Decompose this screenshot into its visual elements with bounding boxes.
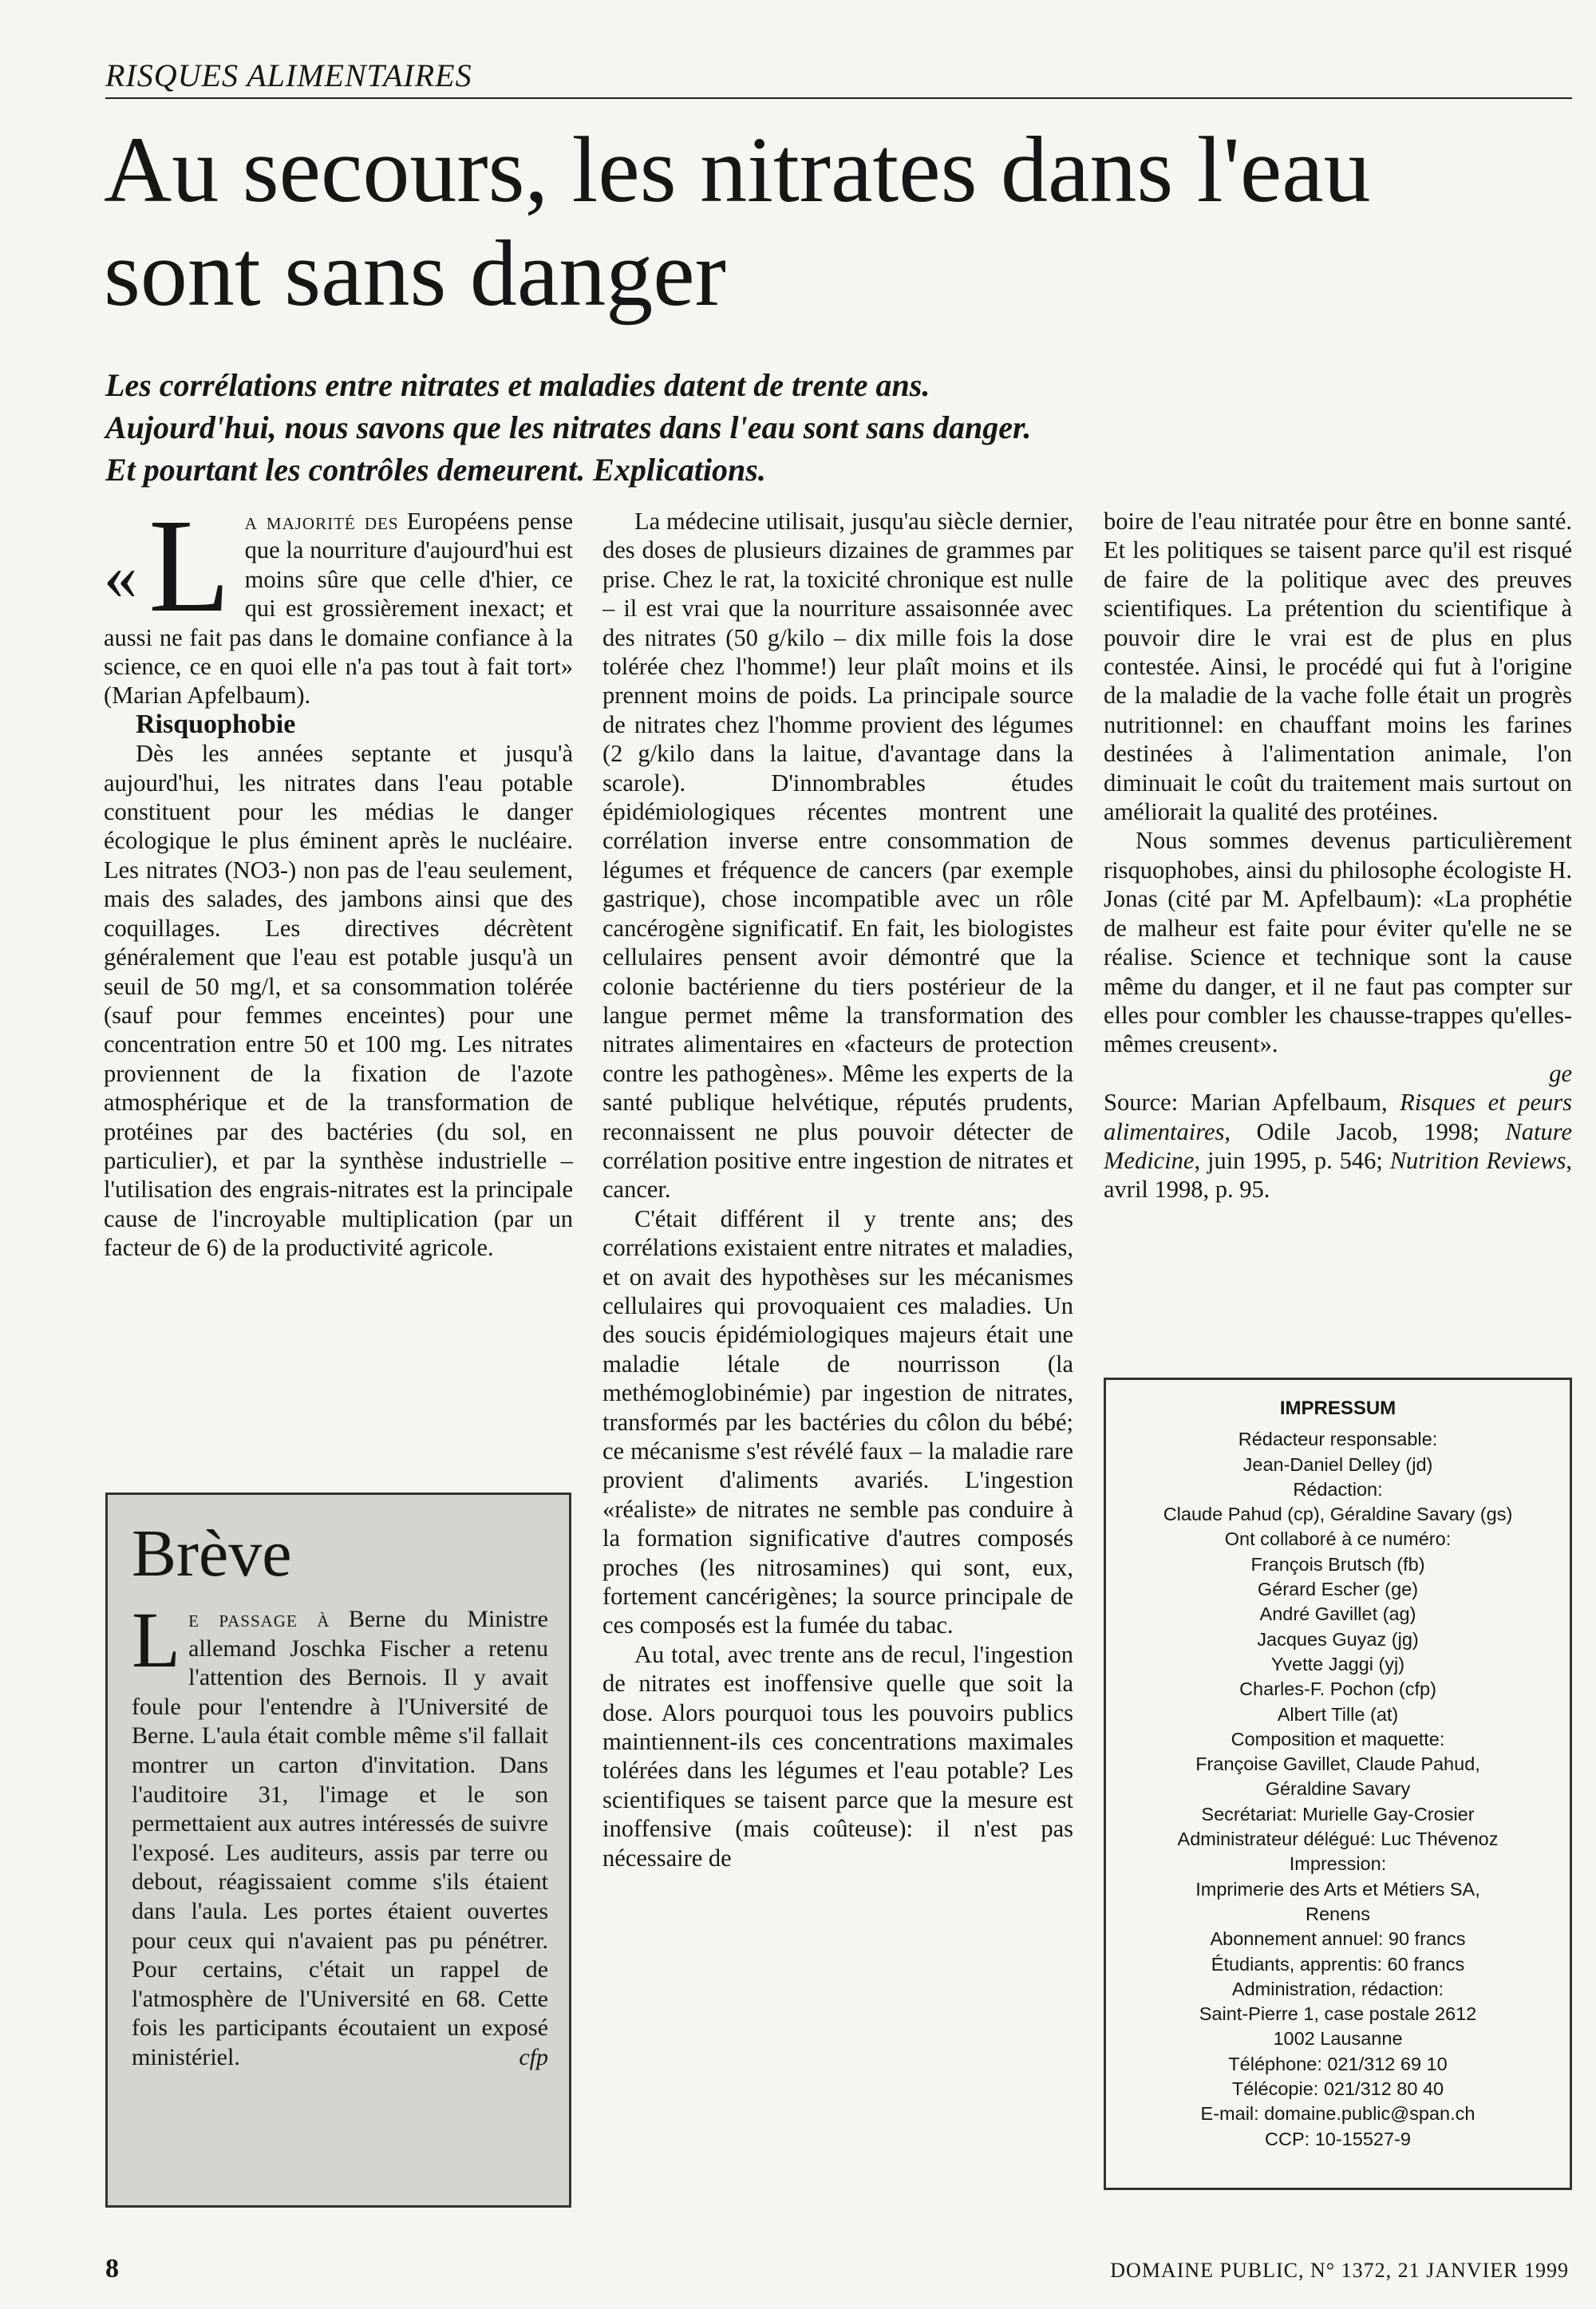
article-column-3 (1104, 507, 1572, 1204)
title-line-1: Au secours, les nitrates dans l'eau (104, 117, 1371, 222)
impressum-line: E-mail: domaine.public@span.ch (1200, 2103, 1476, 2125)
impressum-line: Charles-F. Pochon (cfp) (1239, 1678, 1436, 1700)
paragraph: Nous sommes devenus particulièrement risquophobes, ainsi du philosophe écologiste H. Jonas (cité par M. Apfelbaum): «La prophétie de malheur est faite pour éviter qu'elle ne se réalise. Science et technique sont la cause même du danger, et il ne faut pas compter sur elles pour combler les chausse-trappes qu'elles-mêmes creusent». (1104, 827, 1572, 1058)
breve-title: Brève (132, 1516, 292, 1591)
breve-body: Berne du Ministre allemand Joschka Fischer a retenu l'attention des Bernois. Il y avait foule pour l'entendre à l'Université de Berne. L'aula était comble même s'il fallait montrer un carton d'invitation. Dans l'auditoire 31, l'image et le son permettaient aux autres intéressés de suivre l'exposé. Les auditeurs, assis par terre ou debout, réagissaient comme s'ils étaient dans l'aula. Les portes étaient ouvertes pour ceux qui n'avaient pas pu pénétrer. Pour certains, c'était un rappel de l'atmosphère de l'Université en 68. Cette fois les participants écoutaient un exposé ministériel. (132, 1606, 548, 2070)
source-book: Risques et peurs alimentaires (1104, 1089, 1572, 1145)
breve-box (105, 1493, 571, 2208)
section-rubric: RISQUES ALIMENTAIRES (105, 57, 1572, 99)
impressum-box (1104, 1378, 1572, 2190)
impressum-line: Ont collaboré à ce numéro: (1224, 1528, 1452, 1550)
impressum-line: Albert Tille (at) (1277, 1703, 1399, 1725)
impressum-line: Téléphone: 021/312 69 10 (1228, 2053, 1448, 2074)
impressum-line: CCP: 10-15527-9 (1265, 2128, 1411, 2149)
impressum-line: André Gavillet (ag) (1259, 1603, 1416, 1625)
paragraph: Au total, avec trente ans de recul, l'ingestion de nitrates est inoffensive quelle que soit la dose. Alors pourquoi tous les pouvoirs publics maintiennent-ils ces concentrations maximales tolérées dans les légumes et l'eau potable? Les scientifiques se taisent parce que la mesure est inoffensive (mais coûteuse): il n'est pas nécessaire de (602, 1640, 1073, 1872)
opening-quote-mark: « (104, 540, 137, 614)
source-label: Source: Marian Apfelbaum, (1104, 1089, 1400, 1117)
impressum-line: Yvette Jaggi (yj) (1270, 1653, 1405, 1674)
subheading-risquophobie: Risquophobie (136, 709, 296, 739)
paragraph: C'était différent il y trente ans; des corrélations existaient entre nitrates et maladies, et on avait des hypothèses sur les mécanismes cellulaires qui provoquaient ces maladies. Un des soucis épidémiologiques majeurs était une maladie létale de nourrisson (la methémoglobinémie) par ingestion de nitrates, transformés par les bactéries du côlon du bébé; ce mécanisme s'est révélé faux – la maladie rare provient d'aliments avariés. L'ingestion «réaliste» de nitrates ne semble pas conduire à la formation significative d'autres composés proches (les nitrosamines) qui sont, eux, fortement cancérigènes; la source principale de ces composés est la fumée du tabac. (602, 1204, 1073, 1639)
impressum-line: Jean-Daniel Delley (jd) (1242, 1453, 1433, 1475)
article-column-2 (602, 507, 1073, 1872)
impressum-line: Françoise Gavillet, Claude Pahud, (1195, 1753, 1480, 1775)
impressum-line: Claude Pahud (cp), Géraldine Savary (gs) (1163, 1504, 1513, 1525)
impressum-lines (1106, 1427, 1570, 2152)
impressum-line: Impression: (1289, 1853, 1387, 1875)
impressum-line: 1002 Lausanne (1273, 2028, 1403, 2050)
author-signature: ge (1549, 1059, 1572, 1087)
lead-line-2: Aujourd'hui, nous savons que les nitrates dans l'eau sont sans danger. (105, 409, 1032, 445)
publication-info: DOMAINE PUBLIC, N° 1372, 21 JANVIER 1999 (1110, 2259, 1569, 2282)
drop-cap: L (148, 492, 231, 640)
impressum-line: Géraldine Savary (1265, 1778, 1411, 1800)
impressum-line: Composition et maquette: (1231, 1728, 1445, 1750)
source-journal: Nature Medicine (1104, 1117, 1572, 1174)
breve-drop-cap: L (132, 1595, 181, 1684)
breve-signature: cfp (519, 2043, 548, 2070)
impressum-line: Gérard Escher (ge) (1257, 1579, 1419, 1600)
impressum-line: Administrateur délégué: Luc Thévenoz (1177, 1829, 1499, 1850)
impressum-line: François Brutsch (fb) (1250, 1553, 1425, 1575)
article-title (104, 118, 1572, 326)
lead-line-1: Les corrélations entre nitrates et maladies datent de trente ans. (105, 367, 930, 403)
impressum-line: Saint-Pierre 1, case postale 2612 (1199, 2003, 1477, 2025)
intro-block (104, 492, 573, 710)
impressum-line: Rédaction: (1293, 1478, 1383, 1500)
intro-paragraph (104, 492, 573, 710)
article-lead (105, 364, 1494, 491)
source-text: , avril 1998, p. 95. (1104, 1146, 1573, 1204)
breve-smallcaps: e passage à (188, 1606, 330, 1632)
breve-text (132, 1595, 548, 2073)
paragraph: La médecine utilisait, jusqu'au siècle dernier, des doses de plusieurs dizaines de grammes par prise. Chez le rat, la toxicité chronique est nulle – il est vrai que la nourriture assaisonnée avec des nitrates (50 g/kilo – dix mille fois la dose tolérée chez l'homme!) leur plaît moins et ils prennent moins de poids. La principale source de nitrates chez l'homme provient des légumes (2 g/kilo dans la laitue, d'avantage dans la scarole). D'innombrables études épidémiologiques récentes montrent une corrélation inverse entre consommation de légumes et fréquence de cancers (par exemple gastrique), chose incompatible avec un rôle cancérogène significatif. En fait, les biologistes cellulaires pensent avoir démontré que la colonie bactérienne du tiers postérieur de la langue permet même la transformation des nitrates alimentaires en «facteurs de protection contre les pathogènes». Même les experts de la santé publique helvétique, réputés prudents, reconnaissent ne plus pouvoir détecter de corrélation positive entre ingestion de nitrates et cancer. (602, 508, 1073, 1204)
source-note (1104, 1088, 1572, 1204)
impressum-line: Rédacteur responsable: (1238, 1429, 1438, 1450)
source-journal: Nutrition Reviews (1389, 1146, 1566, 1174)
impressum-line: Secrétariat: Murielle Gay-Crosier (1201, 1803, 1475, 1825)
intro-text: Européens pense que la nourriture d'aujourd'hui est moins sûre que celle d'hier, ce qui est grossièrement inexact; et aussi ne fait pas dans le domaine confiance à la science, ce en quoi elle n'a pas tout à fait tort» (Marian Apfelbaum). (104, 508, 573, 710)
impressum-line: Abonnement annuel: 90 francs (1210, 1928, 1466, 1950)
paragraph: Dès les années septante et jusqu'à aujourd'hui, les nitrates dans l'eau potable constituent pour les médias le danger écologique le plus éminent après le nucléaire. Les nitrates (NO3-) non pas de l'eau seulement, mais des salades, des jambons ainsi que des coquillages. Les directives décrètent généralement que l'eau est potable jusqu'à un seuil de 50 mg/l, et sa consommation tolérée (sauf pour femmes enceintes) pour une concentration entre 50 et 100 mg. Les nitrates proviennent de la fixation de l'azote atmosphérique et de la transformation de protéines par des bactéries (du sol, en particulier), et par la synthèse industrielle – l'utilisation des engrais-nitrates est la principale cause de l'incroyable multiplication (par un facteur de 6) de la productivité agricole. (104, 740, 573, 1262)
page-number: 8 (105, 2254, 119, 2283)
source-text: , juin 1995, p. 546; (1194, 1146, 1390, 1174)
article-column-1 (104, 492, 573, 1263)
impressum-line: Administration, rédaction: (1231, 1978, 1444, 1999)
intro-smallcaps: a majorité des (244, 508, 399, 535)
impressum-line: Renens (1306, 1903, 1370, 1924)
title-line-2: sont sans danger (104, 221, 726, 326)
source-text: , Odile Jacob, 1998; (1224, 1117, 1506, 1145)
lead-line-3: Et pourtant les contrôles demeurent. Explications. (105, 452, 766, 488)
impressum-line: Étudiants, apprentis: 60 francs (1211, 1953, 1465, 1975)
impressum-line: Télécopie: 021/312 80 40 (1231, 2078, 1444, 2100)
paragraph: boire de l'eau nitratée pour être en bonne santé. Et les politiques se taisent parce qu'il est risqué de faire de la politique avec des preuves scientifiques. La prétention du scientifique à pouvoir dire le vrai est de plus en plus contestée. Ainsi, le procédé qui fut à l'origine de la maladie de la vache folle était un progrès nutritionnel: en chauffant moins les farines destinées à l'alimentation animale, l'on diminuait le coût du traitement mais surtout on améliorait la qualité des protéines. (1104, 508, 1572, 826)
impressum-line: Imprimerie des Arts et Métiers SA, (1195, 1878, 1480, 1900)
impressum-title: IMPRESSUM (1279, 1398, 1396, 1419)
impressum-line: Jacques Guyaz (jg) (1257, 1628, 1419, 1650)
